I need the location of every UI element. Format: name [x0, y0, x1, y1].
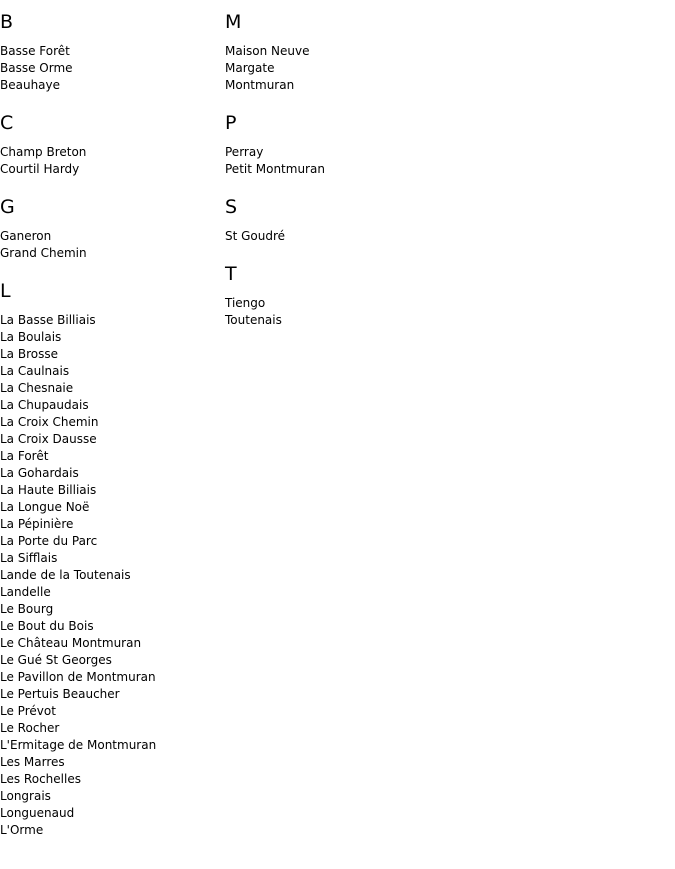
place-link[interactable]: Longrais	[0, 789, 51, 803]
letter-group-p	[225, 109, 450, 178]
letter-group-s	[225, 193, 450, 245]
place-link[interactable]: Maison Neuve	[225, 44, 310, 58]
place-link[interactable]: Montmuran	[225, 78, 295, 92]
place-link[interactable]: Margate	[225, 61, 275, 75]
letter-group-g	[0, 193, 225, 262]
letter-heading: B	[0, 11, 14, 33]
place-link[interactable]: La Porte du Parc	[0, 534, 98, 548]
place-link[interactable]: Champ Breton	[0, 145, 87, 159]
place-link[interactable]: La Haute Billiais	[0, 483, 97, 497]
place-link[interactable]: La Longue Noë	[0, 500, 90, 514]
place-link[interactable]: Le Rocher	[0, 721, 60, 735]
place-link[interactable]: La Basse Billiais	[0, 313, 96, 327]
place-link[interactable]: La Brosse	[0, 347, 58, 361]
place-link[interactable]: Perray	[225, 145, 264, 159]
place-link[interactable]: La Chesnaie	[0, 381, 74, 395]
place-link[interactable]: Petit Montmuran	[225, 162, 325, 176]
index-column-left	[0, 8, 225, 854]
place-link[interactable]: La Pépinière	[0, 517, 74, 531]
place-link[interactable]: Longuenaud	[0, 806, 75, 820]
place-link[interactable]: La Boulais	[0, 330, 62, 344]
place-link[interactable]: Le Bout du Bois	[0, 619, 94, 633]
place-link[interactable]: Landelle	[0, 585, 51, 599]
place-link[interactable]: Tiengo	[225, 296, 266, 310]
place-link[interactable]: Courtil Hardy	[0, 162, 80, 176]
place-link[interactable]: Le Château Montmuran	[0, 636, 142, 650]
place-link[interactable]: Lande de la Toutenais	[0, 568, 131, 582]
place-link[interactable]: Les Marres	[0, 755, 65, 769]
place-link[interactable]: Le Bourg	[0, 602, 54, 616]
letter-heading: P	[225, 112, 237, 134]
place-link[interactable]: La Croix Chemin	[0, 415, 99, 429]
place-link[interactable]: La Sifflais	[0, 551, 58, 565]
place-link[interactable]: Ganeron	[0, 229, 52, 243]
place-link[interactable]: L'Orme	[0, 823, 44, 837]
letter-heading: C	[0, 112, 14, 134]
place-link[interactable]: Les Rochelles	[0, 772, 81, 786]
place-link[interactable]: Le Pertuis Beaucher	[0, 687, 120, 701]
place-link[interactable]: La Caulnais	[0, 364, 70, 378]
place-link[interactable]: La Gohardais	[0, 466, 79, 480]
letter-heading: S	[225, 196, 238, 218]
place-link[interactable]: L'Ermitage de Montmuran	[0, 738, 157, 752]
place-link[interactable]: Beauhaye	[0, 78, 61, 92]
place-link[interactable]: Basse Orme	[0, 61, 73, 75]
place-link[interactable]: Le Prévot	[0, 704, 56, 718]
place-link[interactable]: La Croix Dausse	[0, 432, 97, 446]
letter-group-b	[0, 8, 225, 94]
index-column-right	[225, 8, 450, 344]
place-link[interactable]: La Forêt	[0, 449, 49, 463]
place-link[interactable]: La Chupaudais	[0, 398, 89, 412]
place-link[interactable]: Grand Chemin	[0, 246, 87, 260]
place-link[interactable]: St Goudré	[225, 229, 286, 243]
letter-group-l	[0, 277, 225, 839]
letter-group-m	[225, 8, 450, 94]
letter-group-c	[0, 109, 225, 178]
place-link[interactable]: Toutenais	[225, 313, 282, 327]
place-link[interactable]: Le Gué St Georges	[0, 653, 112, 667]
letter-group-t	[225, 260, 450, 329]
place-link[interactable]: Le Pavillon de Montmuran	[0, 670, 156, 684]
letter-heading: M	[225, 11, 242, 33]
letter-heading: T	[225, 263, 237, 285]
letter-heading: G	[0, 196, 15, 218]
place-link[interactable]: Basse Forêt	[0, 44, 70, 58]
letter-heading: L	[0, 280, 11, 302]
